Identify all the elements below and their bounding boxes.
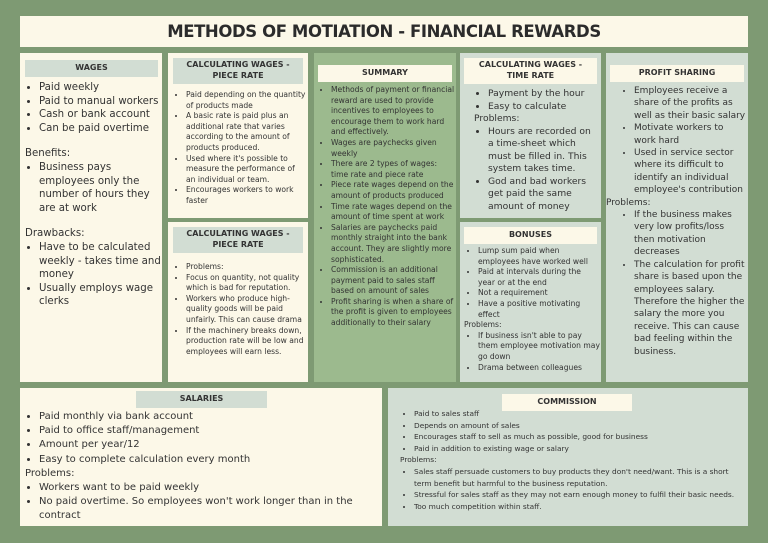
list-item: • Easy to complete calculation every month: [39, 453, 380, 467]
salaries-problems-list: [25, 481, 380, 524]
list-item: • Sales staff persuade customers to buy products they don't need/want. This is a short term benefit but harmful to the business reputation.: [414, 466, 745, 489]
bonuses-card: [460, 222, 601, 382]
list-item: • Not a requirement: [478, 288, 600, 299]
salaries-problems-heading: Problems:: [25, 467, 75, 479]
drawbacks-list: [25, 241, 161, 309]
list-item: • If business isn't able to pay them employee motivation may go down: [478, 331, 600, 363]
bonuses-problems-list: [464, 331, 600, 373]
list-item: • Stressful for sales staff as they may not earn enough money to fulfil their basic needs.: [414, 489, 745, 501]
list-item: • Workers who produce high-quality goods will be paid unfairly. This can cause drama: [186, 294, 306, 326]
bonuses-content: [464, 246, 600, 373]
list-item: • If the business makes very low profits/loss then motivation decreases: [634, 209, 747, 259]
list-item: • Encourages staff to sell as much as possible, good for business: [414, 431, 745, 443]
list-item: • There are 2 types of wages: time rate and piece rate: [331, 159, 455, 180]
list-item: • Wages are paychecks given weekly: [331, 138, 455, 159]
piece-rate-label-2: CALCULATING WAGES - PIECE RATE: [173, 227, 303, 253]
list-item: • Too much competition within staff.: [414, 501, 745, 513]
list-item: • Easy to calculate: [488, 101, 599, 114]
piece-rate-card-2: [168, 222, 308, 382]
commission-card: [388, 388, 748, 526]
list-item: • Usually employs wage clerks: [39, 282, 161, 309]
list-item: • Used where it's possible to measure the performance of an individual or team.: [186, 154, 306, 186]
piece-rate-card-1: [168, 53, 308, 218]
piece-rate-content-2: [172, 262, 306, 357]
summary-card: [314, 53, 456, 382]
profit-sharing-problems-list: [620, 209, 747, 358]
time-rate-content: [474, 88, 599, 213]
list-item: • Time rate wages depend on the amount of time spent at work: [331, 202, 455, 223]
bonuses-problems-heading: Problems:: [464, 320, 502, 330]
commission-label: COMMISSION: [502, 394, 632, 411]
profit-sharing-label: PROFIT SHARING: [610, 65, 744, 82]
list-item: • Hours are recorded on a time-sheet which must be filled in. This system takes time.: [488, 126, 599, 176]
piece-rate-list-1: [172, 90, 306, 207]
time-rate-problems-heading: Problems:: [474, 113, 520, 124]
piece-rate-content-1: [172, 90, 306, 207]
list-item: • Have a positive motivating effect: [478, 299, 600, 320]
wages-content: [25, 81, 161, 309]
list-item: • Amount per year/12: [39, 438, 380, 452]
list-item: • Used in service sector where its difficult to identify an individual employee's contribution: [634, 147, 747, 197]
piece-rate-label-1: CALCULATING WAGES - PIECE RATE: [173, 58, 303, 84]
summary-label: SUMMARY: [318, 65, 452, 82]
list-item: • Paid to sales staff: [414, 408, 745, 420]
list-item: • Profit sharing is when a share of the profit is given to employees additionally to their salary: [331, 297, 455, 329]
list-item: • Employees receive a share of the profits as well as their basic salary: [634, 85, 747, 122]
list-item: • Paid at intervals during the year or at the end: [478, 267, 600, 288]
commission-problems-heading: Problems:: [400, 455, 437, 465]
list-item: • Piece rate wages depend on the amount of products produced: [331, 180, 455, 201]
list-item: • Paid depending on the quantity of products made: [186, 90, 306, 111]
commission-content: [400, 408, 745, 512]
summary-content: [317, 85, 455, 329]
list-item: • Motivate workers to work hard: [634, 122, 747, 147]
salaries-card: [20, 388, 382, 526]
salaries-list: [25, 410, 380, 467]
list-item: • Paid monthly via bank account: [39, 410, 380, 424]
list-item: • Encourages workers to work faster: [186, 185, 306, 206]
list-item: • Workers want to be paid weekly: [39, 481, 380, 495]
list-item: • Depends on amount of sales: [414, 420, 745, 432]
summary-list: [317, 85, 455, 329]
time-rate-card: [460, 53, 601, 218]
benefits-heading: Benefits:: [25, 148, 71, 160]
list-item: • The calculation for profit share is based upon the employees salary. Therefore the higher the salary the more you receive. This can cause bad feeling within the business.: [634, 259, 747, 358]
profit-sharing-list: [620, 85, 747, 197]
profit-sharing-problems-heading: Problems:: [606, 197, 651, 208]
commission-problems-list: [400, 466, 745, 512]
bonuses-label: BONUSES: [464, 227, 597, 244]
salaries-content: [25, 410, 380, 524]
salaries-label: SALARIES: [136, 391, 267, 408]
profit-sharing-content: [606, 85, 747, 358]
list-item: • Cash or bank account: [39, 108, 161, 122]
list-item: • Business pays employees only the number of hours they are at work: [39, 161, 161, 215]
bonuses-list: [464, 246, 600, 320]
benefits-list: [25, 161, 161, 215]
list-item: • Paid in addition to existing wage or salary: [414, 443, 745, 455]
list-item: • Can be paid overtime: [39, 122, 161, 136]
list-item: • Problems:: [186, 262, 306, 273]
profit-sharing-card: [606, 53, 748, 382]
commission-list: [400, 408, 745, 454]
time-rate-label: CALCULATING WAGES - TIME RATE: [464, 58, 597, 84]
list-item: • Paid to office staff/management: [39, 424, 380, 438]
list-item: • Paid weekly: [39, 81, 161, 95]
list-item: • A basic rate is paid plus an additional rate that varies according to the amount of products produced.: [186, 111, 306, 153]
page-title: METHODS OF MOTIATION - FINANCIAL REWARDS: [167, 22, 601, 41]
title-bar: [20, 16, 748, 47]
list-item: • Focus on quantity, not quality which is bad for reputation.: [186, 273, 306, 294]
list-item: • God and bad workers get paid the same amount of money: [488, 176, 599, 214]
list-item: • No paid overtime. So employees won't work longer than in the contract: [39, 495, 380, 523]
time-rate-list: [474, 88, 599, 113]
wages-card: [20, 53, 162, 382]
list-item: • Have to be calculated weekly - takes time and money: [39, 241, 161, 282]
list-item: • If the machinery breaks down, production rate will be low and employees will earn less.: [186, 326, 306, 358]
drawbacks-heading: Drawbacks:: [25, 228, 85, 240]
list-item: • Commission is an additional payment paid to sales staff based on amount of sales: [331, 265, 455, 297]
list-item: • Paid to manual workers: [39, 95, 161, 109]
wages-label: WAGES: [25, 60, 158, 77]
time-rate-problems-list: [474, 126, 599, 214]
list-item: • Methods of payment or financial reward are used to provide incentives to employees to encourage them to work hard and effectively.: [331, 85, 455, 138]
list-item: • Salaries are paychecks paid monthly straight into the bank account. They are slightly more sophisticated.: [331, 223, 455, 265]
list-item: • Drama between colleagues: [478, 363, 600, 374]
wages-list: [25, 81, 161, 135]
list-item: • Payment by the hour: [488, 88, 599, 101]
list-item: • Lump sum paid when employees have worked well: [478, 246, 600, 267]
piece-rate-list-2: [172, 262, 306, 357]
